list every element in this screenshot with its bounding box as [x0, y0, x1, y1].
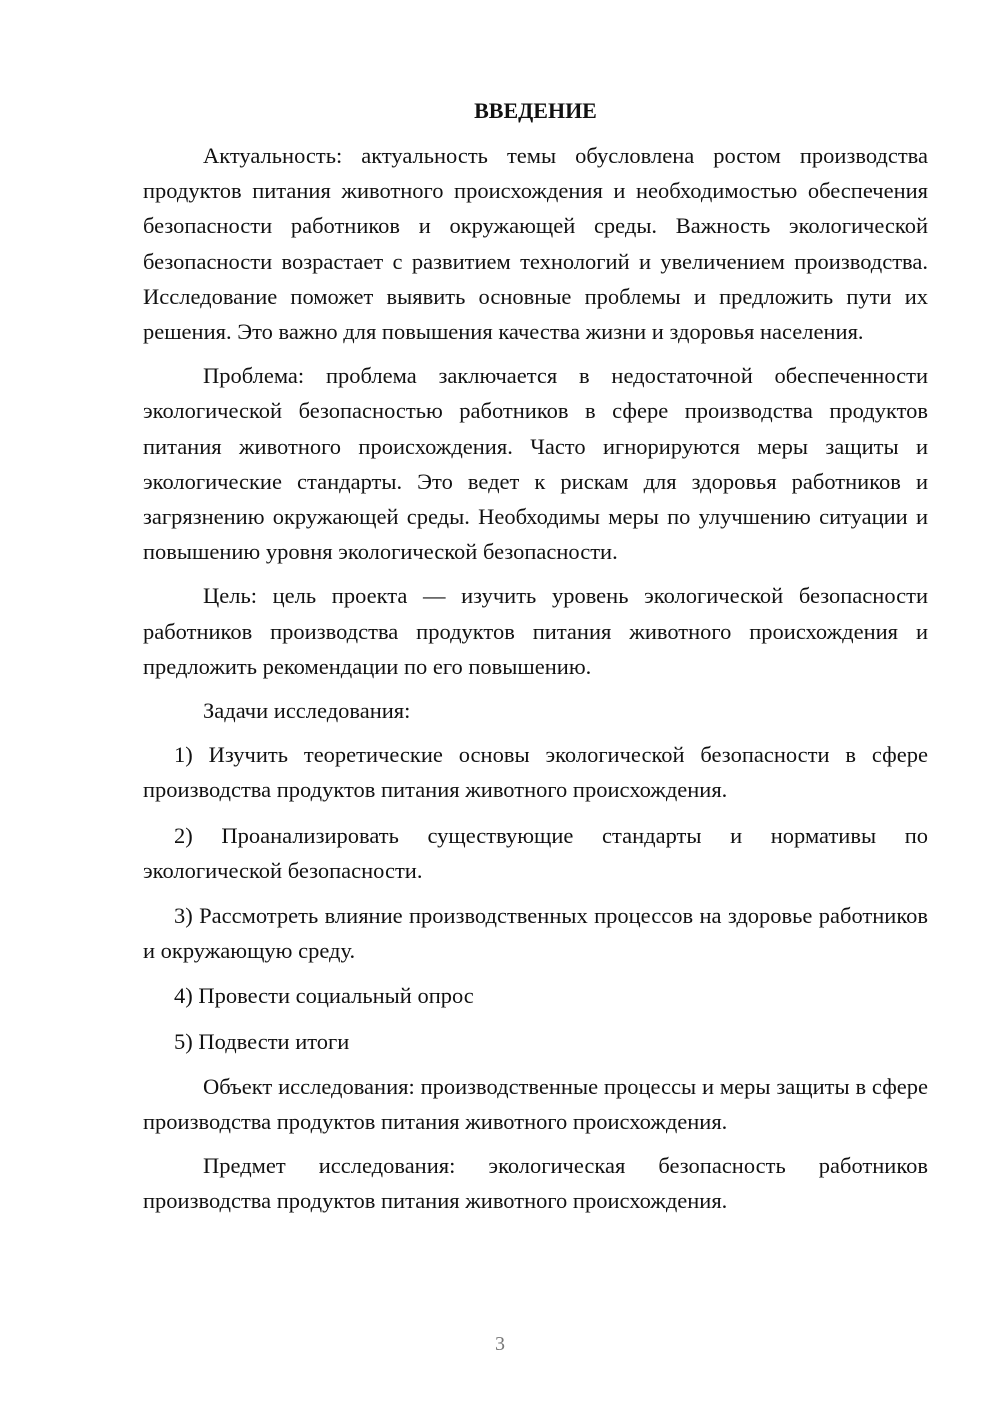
task-item-5: 5) Подвести итоги: [174, 1028, 350, 1054]
task-item-3: 3) Рассмотреть влияние производственных процессов на здоровье работников и окружающую среду.: [143, 903, 928, 964]
task-item-1: 1) Изучить теоретические основы экологической безопасности в сфере производства продуктов питания животного происхождения.: [143, 742, 928, 803]
paragraph-goal: Цель: цель проекта — изучить уровень экологической безопасности работников производства продуктов питания животного происхождения и предложить рекомендации по его повышению.: [143, 583, 928, 679]
task-item-4: 4) Провести социальный опрос: [174, 983, 474, 1009]
paragraph-problem: Проблема: проблема заключается в недостаточной обеспеченности экологической безопасностью работников в сфере производства продуктов питания животного происхождения. Часто игнорируются меры защиты и экологические стандарты. Это ведет к рискам для здоровья работников и загрязнению окружающей среды. Необходимы меры по улучшению ситуации и повышению уровня экологической безопасности.: [143, 363, 928, 565]
paragraph-subject: Предмет исследования: экологическая безопасность работников производства продуктов питания животного происхождения.: [143, 1153, 928, 1214]
section-title: ВВЕДЕНИЕ: [474, 98, 597, 123]
document-page: [143, 93, 928, 1228]
paragraph-object: Объект исследования: производственные процессы и меры защиты в сфере производства продуктов питания животного происхождения.: [143, 1073, 928, 1135]
task-item-2: 2) Проанализировать существующие стандарты и нормативы по экологической безопасности.: [143, 822, 928, 883]
paragraph-tasks-heading: Задачи исследования:: [203, 698, 411, 724]
page-number: 3: [495, 1333, 505, 1355]
paragraph-relevance: Актуальность: актуальность темы обусловлена ростом производства продуктов питания животного происхождения и необходимостью обеспечения безопасности работников и окружающей среды. Важность экологической безопасности возрастает с развитием технологий и увеличением производства. Исследование поможет выявить основные проблемы и предложить пути их решения. Это важно для повышения качества жизни и здоровья населения.: [143, 143, 928, 345]
